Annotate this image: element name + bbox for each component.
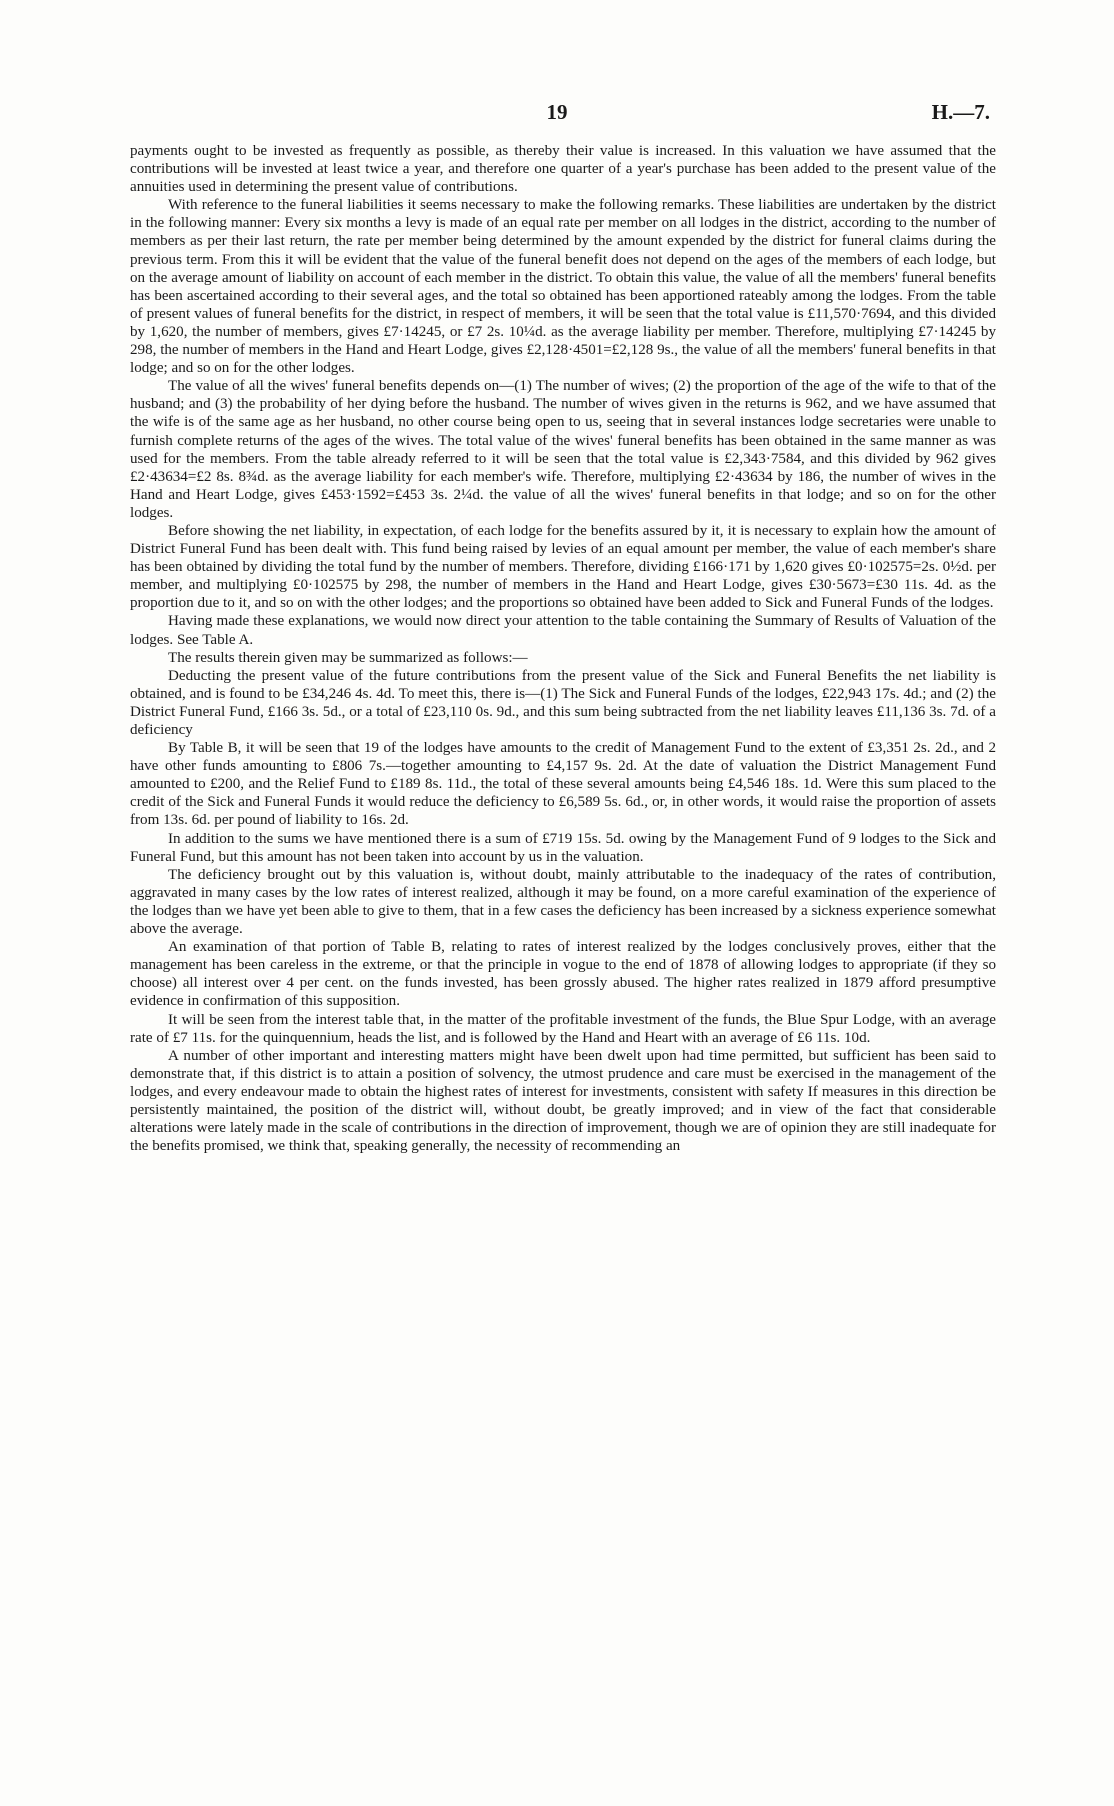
page-header xyxy=(0,100,1114,130)
paragraph-interest-rates: An examination of that portion of Table B, relating to rates of interest realized by the lodges conclusively proves, either that the management has been careless in the extreme, or that the principle in vogue to the end of 1878 of allowing lodges to appropriate (if they so choose) all interest over 4 per cent. on the funds invested, has been grossly abused. The higher rates realized in 1879 afford presumptive evidence in confirmation of this supposition. xyxy=(130,939,996,1010)
paragraph-table-b-funds: By Table B, it will be seen that 19 of the lodges have amounts to the credit of Management Fund to the extent of £3,351 2s. 2d., and 2 have other funds amounting to £806 7s.—together amounting to £4,157 9s. 2d. At the date of valuation the District Management Fund amounted to £200, and the Relief Fund to £189 8s. 11d., the total of these several amounts being £4,546 18s. 1d. Were this sum placed to the credit of the Sick and Funeral Funds it would reduce the deficiency to £6,589 5s. 6d., or, in other words, it would raise the proportion of assets from 13s. 6d. per pound of liability to 16s. 2d. xyxy=(130,740,996,829)
paragraph-district-funeral-fund: Before showing the net liability, in expectation, of each lodge for the benefits assured by it, it is necessary to explain how the amount of District Funeral Fund has been dealt with. This fund being raised by levies of an equal amount per member, the value of each member's share has been obtained by dividing the total fund by the number of members. Therefore, dividing £166·171 by 1,620 gives £0·102575=2s. 0½d. per member, and multiplying £0·102575 by 298, the number of members in the Hand and Heart Lodge, gives £30·5673=£30 11s. 4d. as the proportion due to it, and so on with the other lodges; and the proportions so obtained have been added to Sick and Funeral Funds of the lodges. xyxy=(130,522,996,612)
page-number: 19 xyxy=(546,100,568,124)
paragraph-sums-owing: In addition to the sums we have mentioned there is a sum of £719 15s. 5d. owing by the Management Fund of 9 lodges to the Sick and Funeral Fund, but this amount has not been taken into account by us in the valuation. xyxy=(130,830,996,865)
body-text xyxy=(130,142,996,1155)
paragraph-wives-funeral-benefits: The value of all the wives' funeral benefits depends on—(1) The number of wives; (2) the proportion of the age of the wife to that of the husband; and (3) the probability of her dying before the husband. The number of wives given in the returns is 962, and we have assumed that the wife is of the same age as her husband, no other course being open to us, seeing that in several instances lodge secretaries were unable to furnish complete returns of the ages of the wives. The total value of the wives' funeral benefits has been obtained in the same manner as was used for the members. From the table already referred to it will be seen that the total value is £2,343·7584, and this divided by 962 gives £2·43634=£2 8s. 8¾d. as the average liability for each member's wife. Therefore, multiplying £2·43634 by 186, the number of wives in the Hand and Heart Lodge, gives £453·1592=£453 3s. 2¼d. the value of all the wives' funeral benefits in that lodge; and so on for the other lodges. xyxy=(130,378,996,521)
paragraph-results-summary-intro: The results therein given may be summarized as follows:— xyxy=(168,649,528,666)
paragraph-funeral-liabilities: With reference to the funeral liabilities it seems necessary to make the following remarks. These liabilities are undertaken by the district in the following manner: Every six months a levy is made of an equal rate per member on all lodges in the district, according to the number of members as per their last return, the rate per member being determined by the amount expended by the district for funeral claims during the previous term. From this it will be evident that the value of the funeral benefit does not depend on the ages of the members of each lodge, but on the average amount of liability on account of each member in the district. To obtain this value, the value of all the members' funeral benefits has been ascertained according to their several ages, and the total so obtained has been apportioned rateably among the lodges. From the table of present values of funeral benefits for the district, in respect of members, it will be seen that the total value is £11,570·7694, and this divided by 1,620, the number of members, gives £7·14245, or £7 2s. 10¼d. as the average liability per member. Therefore, multiplying £7·14245 by 298, the number of members in the Hand and Heart Lodge, gives £2,128·4501=£2,128 9s., the value of all the members' funeral benefits in that lodge; and so on for the other lodges. xyxy=(130,197,996,377)
paragraph-explanations: Having made these explanations, we would now direct your attention to the table containing the Summary of Results of Valuation of the lodges. See Table A. xyxy=(130,613,996,648)
paragraph-contributions-investment: payments ought to be invested as frequently as possible, as thereby their value is increased. In this valuation we have assumed that the contributions will be invested at least twice a year, and therefore one quarter of a year's purchase has been added to the present value of the annuities used in determining the present value of contributions. xyxy=(130,143,996,196)
paragraph-net-liability: Deducting the present value of the future contributions from the present value of the Sick and Funeral Benefits the net liability is obtained, and is found to be £34,246 4s. 4d. To meet this, there is—(1) The Sick and Funeral Funds of the lodges, £22,943 17s. 4d.; and (2) the District Funeral Fund, £166 3s. 5d., or a total of £23,110 0s. 9d., and this sum being subtracted from the net liability leaves £11,136 3s. 7d. of a deficiency xyxy=(130,667,996,738)
paragraph-interest-table: It will be seen from the interest table that, in the matter of the profitable investment of the funds, the Blue Spur Lodge, with an average rate of £7 11s. for the quinquennium, heads the list, and is followed by the Hand and Heart with an average of £6 11s. 10d. xyxy=(130,1011,996,1046)
document-reference: H.—7. xyxy=(931,100,990,124)
paragraph-deficiency-cause: The deficiency brought out by this valuation is, without doubt, mainly attributable to the inadequacy of the rates of contribution, aggravated in many cases by the low rates of interest realized, although it may be found, on a more careful examination of the experience of the lodges than we have yet been able to give to them, that in a few cases the deficiency has been increased by a sickness experience somewhat above the average. xyxy=(130,866,996,938)
paragraph-recommendations: A number of other important and interesting matters might have been dwelt upon had time permitted, but sufficient has been said to demonstrate that, if this district is to attain a position of solvency, the utmost prudence and care must be exercised in the management of the lodges, and every endeavour made to obtain the highest rates of interest for investments, consistent with safety If measures in this direction be persistently maintained, the position of the district will, without doubt, be greatly improved; and in view of the fact that considerable alterations were lately made in the scale of contributions in the direction of improvement, though we are of opinion they are still inadequate for the benefits promised, we think that, speaking generally, the necessity of recommending an xyxy=(130,1047,996,1155)
